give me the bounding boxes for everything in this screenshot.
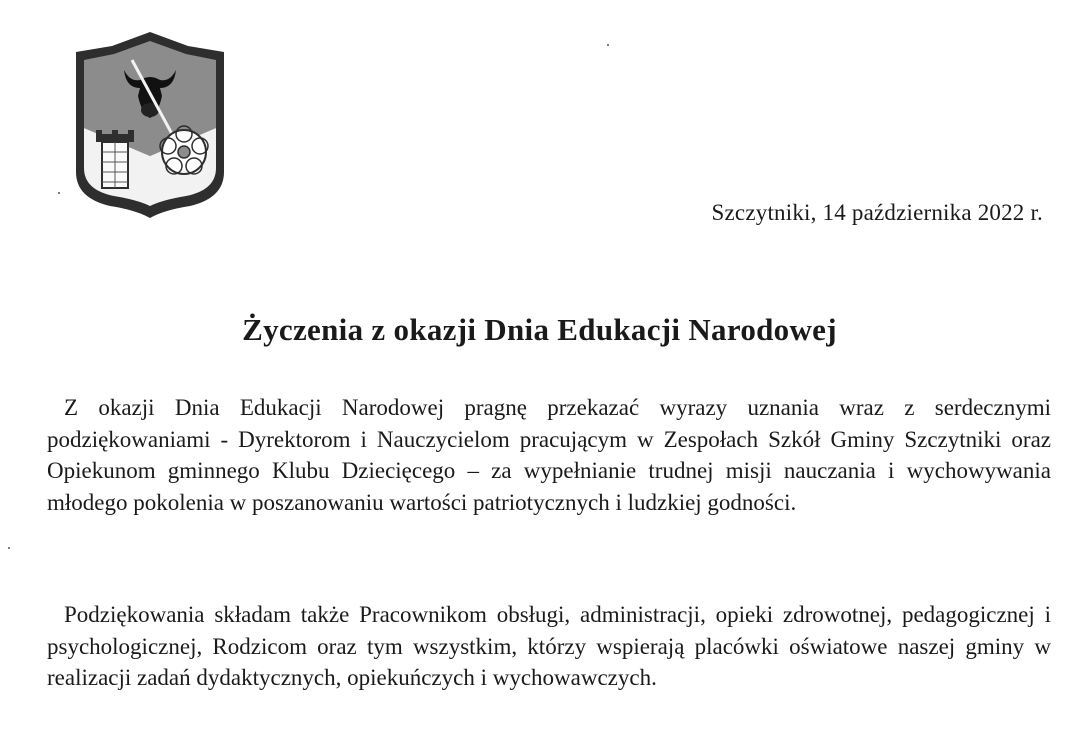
scan-speck — [8, 547, 10, 549]
place-date: Szczytniki, 14 października 2022 r. — [711, 200, 1043, 225]
scan-speck — [607, 44, 609, 46]
scan-speck — [58, 192, 60, 194]
document-title: Życzenia z okazji Dnia Edukacji Narodowej — [242, 312, 837, 347]
paragraph-2: Podziękowania składam także Pracownikom obsługi, administracji, opieki zdrowotnej, pedagogicznej i psychologicznej, Rodzicom oraz tym wszystkim, którzy wspierają placówki oświatowe naszej gminy w realizacji zadań dydaktycznych, opiekuńczych i wychowawczych. — [47, 602, 1051, 690]
paragraph-1: Z okazji Dnia Edukacji Narodowej pragnę przekazać wyrazy uznania wraz z serdecznymi podziękowaniami - Dyrektorom i Nauczycielom pracującym w Zespołach Szkół Gminy Szczytniki oraz Opiekunom gminnego Klubu Dziecięcego – za wypełnianie trudnej misji nauczania i wychowywania młodego pokolenia w poszanowaniu wartości patriotycznych i ludzkiej godności. — [47, 395, 1051, 515]
coat-of-arms-shield-icon — [72, 30, 228, 220]
